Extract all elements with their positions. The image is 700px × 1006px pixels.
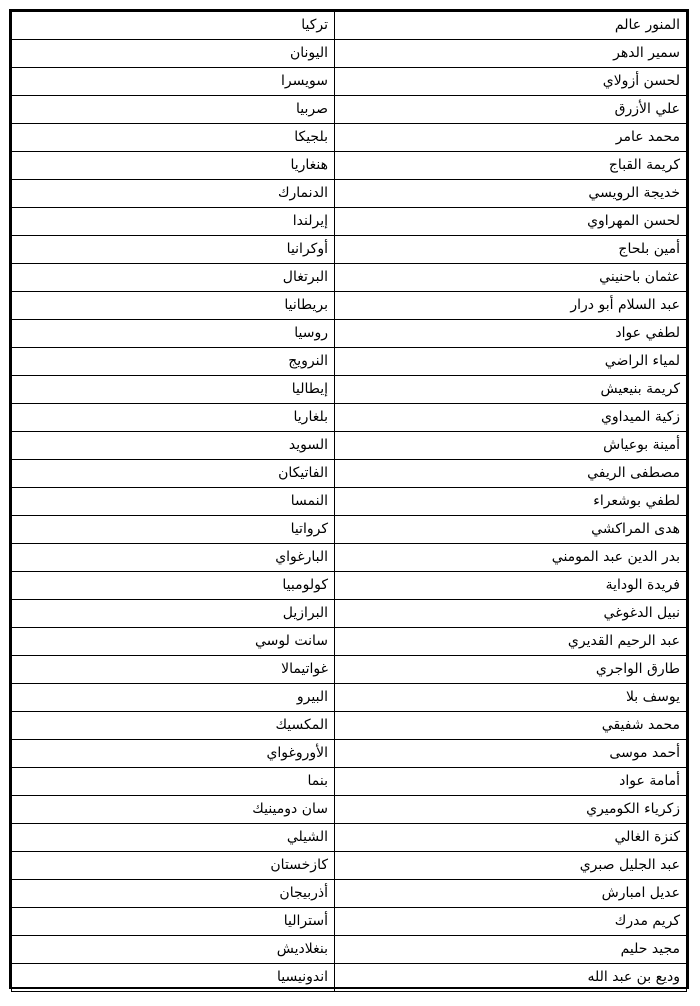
country-cell: الشيلي xyxy=(12,824,335,852)
table-row xyxy=(12,516,687,544)
country-cell: البرازيل xyxy=(12,600,335,628)
table-row xyxy=(12,656,687,684)
name-cell: كريمة القباج xyxy=(335,152,687,180)
table-row xyxy=(12,292,687,320)
table-row xyxy=(12,936,687,964)
ambassador-table xyxy=(11,11,687,992)
country-cell: النرويج xyxy=(12,348,335,376)
country-cell: سويسرا xyxy=(12,68,335,96)
country-cell: سان دومينيك xyxy=(12,796,335,824)
name-cell: أمينة بوعياش xyxy=(335,432,687,460)
name-cell: زكرياء الكوميري xyxy=(335,796,687,824)
name-cell: عبد الرحيم القديري xyxy=(335,628,687,656)
country-cell: غواتيمالا xyxy=(12,656,335,684)
country-cell: المكسيك xyxy=(12,712,335,740)
country-cell: روسيا xyxy=(12,320,335,348)
country-cell: هنغاريا xyxy=(12,152,335,180)
table-row xyxy=(12,264,687,292)
country-cell: الدنمارك xyxy=(12,180,335,208)
name-cell: لطفي عواد xyxy=(335,320,687,348)
name-cell: محمد عامر xyxy=(335,124,687,152)
country-cell: أذربيجان xyxy=(12,880,335,908)
table-row xyxy=(12,404,687,432)
ambassador-table-frame xyxy=(9,9,689,989)
name-cell: المنور عالم xyxy=(335,12,687,40)
country-cell: بنغلاديش xyxy=(12,936,335,964)
table-row xyxy=(12,880,687,908)
name-cell: عبد الجليل صبري xyxy=(335,852,687,880)
name-cell: عديل امبارش xyxy=(335,880,687,908)
table-row xyxy=(12,68,687,96)
name-cell: أمامة عواد xyxy=(335,768,687,796)
country-cell: تركيا xyxy=(12,12,335,40)
table-row xyxy=(12,208,687,236)
table-row xyxy=(12,124,687,152)
country-cell: إيطاليا xyxy=(12,376,335,404)
country-cell: كرواتيا xyxy=(12,516,335,544)
table-row xyxy=(12,152,687,180)
country-cell: البرتغال xyxy=(12,264,335,292)
name-cell: فريدة الوداية xyxy=(335,572,687,600)
table-row xyxy=(12,824,687,852)
name-cell: علي الأزرق xyxy=(335,96,687,124)
name-cell: لمياء الراضي xyxy=(335,348,687,376)
table-row xyxy=(12,320,687,348)
name-cell: محمد شفيقي xyxy=(335,712,687,740)
table-row xyxy=(12,852,687,880)
country-cell: بنما xyxy=(12,768,335,796)
name-cell: طارق الواجري xyxy=(335,656,687,684)
table-row xyxy=(12,488,687,516)
table-row xyxy=(12,460,687,488)
table-body xyxy=(12,12,687,992)
name-cell: سمير الدهر xyxy=(335,40,687,68)
table-row xyxy=(12,40,687,68)
country-cell: البيرو xyxy=(12,684,335,712)
name-cell: مصطفى الريفي xyxy=(335,460,687,488)
country-cell: اليونان xyxy=(12,40,335,68)
table-row xyxy=(12,628,687,656)
country-cell: بلغاريا xyxy=(12,404,335,432)
name-cell: أحمد موسى xyxy=(335,740,687,768)
name-cell: كريم مدرك xyxy=(335,908,687,936)
name-cell: كريمة بنيعيش xyxy=(335,376,687,404)
name-cell: نبيل الدغوغي xyxy=(335,600,687,628)
table-row xyxy=(12,348,687,376)
country-cell: سانت لوسي xyxy=(12,628,335,656)
table-row xyxy=(12,796,687,824)
table-row xyxy=(12,600,687,628)
country-cell: البارغواي xyxy=(12,544,335,572)
name-cell: عثمان باحنيني xyxy=(335,264,687,292)
table-row xyxy=(12,712,687,740)
country-cell: بريطانيا xyxy=(12,292,335,320)
table-row xyxy=(12,684,687,712)
country-cell: الفاتيكان xyxy=(12,460,335,488)
country-cell: السويد xyxy=(12,432,335,460)
table-row xyxy=(12,740,687,768)
name-cell: كنزة الغالي xyxy=(335,824,687,852)
name-cell: بدر الدين عبد المومني xyxy=(335,544,687,572)
table-row xyxy=(12,432,687,460)
country-cell: النمسا xyxy=(12,488,335,516)
name-cell: مجيد حليم xyxy=(335,936,687,964)
name-cell: لحسن أزولاي xyxy=(335,68,687,96)
table-row xyxy=(12,908,687,936)
table-row xyxy=(12,544,687,572)
country-cell: الأوروغواي xyxy=(12,740,335,768)
country-cell: كازخستان xyxy=(12,852,335,880)
name-cell: عبد السلام أبو درار xyxy=(335,292,687,320)
country-cell: إيرلندا xyxy=(12,208,335,236)
country-cell: أستراليا xyxy=(12,908,335,936)
country-cell: صربيا xyxy=(12,96,335,124)
country-cell: بلجيكا xyxy=(12,124,335,152)
name-cell: هدى المراكشي xyxy=(335,516,687,544)
table-row xyxy=(12,236,687,264)
country-cell: اندونيسيا xyxy=(12,964,335,992)
table-row xyxy=(12,96,687,124)
country-cell: كولومبيا xyxy=(12,572,335,600)
table-row xyxy=(12,376,687,404)
name-cell: أمين بلحاج xyxy=(335,236,687,264)
table-row xyxy=(12,768,687,796)
name-cell: لحسن المهراوي xyxy=(335,208,687,236)
name-cell: خديجة الرويسي xyxy=(335,180,687,208)
name-cell: وديع بن عبد الله xyxy=(335,964,687,992)
name-cell: زكية الميداوي xyxy=(335,404,687,432)
name-cell: لطفي بوشعراء xyxy=(335,488,687,516)
name-cell: يوسف بلا xyxy=(335,684,687,712)
country-cell: أوكرانيا xyxy=(12,236,335,264)
table-row xyxy=(12,964,687,992)
table-row xyxy=(12,12,687,40)
table-row xyxy=(12,572,687,600)
table-row xyxy=(12,180,687,208)
